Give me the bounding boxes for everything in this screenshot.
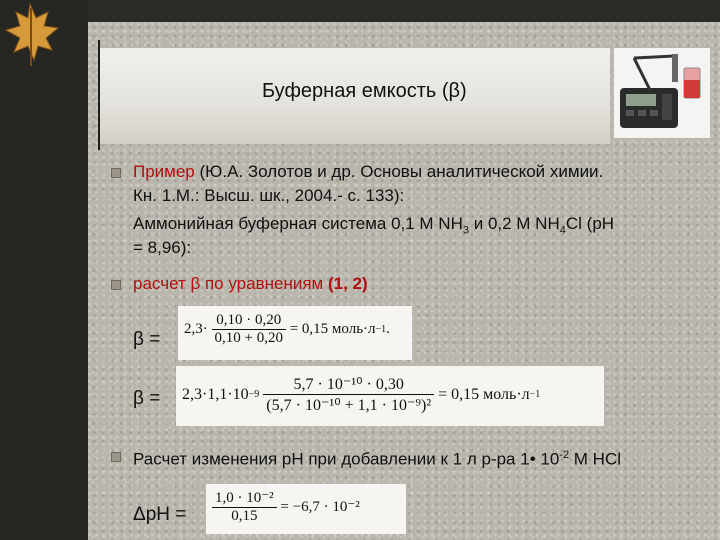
- example-citation: (Ю.А. Золотов и др. Основы аналитической химии.: [194, 162, 604, 181]
- ph-change-tail: M HCl: [569, 449, 622, 469]
- f1-result-sup: −1: [375, 324, 387, 335]
- example-line-2: Кн. 1.М.: Высш. шк., 2004.- с. 133):: [133, 186, 405, 205]
- ph-change-sup: -2: [559, 449, 570, 461]
- f2-numerator: 5,7 · 10⁻¹⁰ · 0,30: [263, 374, 434, 395]
- f1-coef: 2,3·: [184, 321, 208, 337]
- subscript: 3: [462, 224, 469, 237]
- f2-coef-sup: −9: [248, 389, 260, 400]
- beta-calc-text: расчет β по уравнениям: [133, 274, 328, 293]
- formula-1: [178, 306, 412, 360]
- left-strip: [0, 0, 88, 540]
- f1-denominator: 0,10 + 0,20: [214, 330, 283, 346]
- beta-label-2: β =: [133, 388, 161, 409]
- f3-result: = −6,7 · 10⁻²: [280, 499, 360, 515]
- beta-calc-line: [133, 272, 368, 295]
- ammonium-text-end: Cl (pH: [565, 214, 615, 233]
- title-divider: [98, 40, 100, 150]
- ph-change-line: [133, 444, 621, 471]
- delta-ph-label: ΔpH =: [133, 504, 187, 525]
- ph-meter-image: [614, 48, 710, 138]
- example-keyword: Пример: [133, 162, 195, 181]
- beta-label-1: β =: [133, 329, 161, 350]
- formula-3: [206, 484, 406, 534]
- bullet-marker: [111, 168, 121, 178]
- f2-denominator: (5,7 · 10⁻¹⁰ + 1,1 · 10⁻⁹)²: [266, 397, 432, 414]
- f2-result-sup: −1: [529, 389, 541, 400]
- maple-leaf-icon: [0, 0, 62, 70]
- ammonium-text: Аммонийная буферная система 0,1 М NH: [133, 214, 463, 233]
- f2-coef: 2,3·1,1·10: [182, 385, 249, 403]
- f1-tail: .: [386, 321, 390, 337]
- example-line-3: [133, 212, 614, 242]
- example-line-1: [133, 160, 603, 183]
- ph-change-text: Расчет изменения pH при добавлении к 1 л р-ра 1• 10: [133, 449, 560, 469]
- bullet-marker: [111, 280, 121, 290]
- f1-numerator: 0,10 · 0,20: [212, 312, 286, 330]
- f2-result: = 0,15 моль·л: [438, 385, 530, 403]
- f3-numerator: 1,0 · 10⁻²: [212, 488, 277, 508]
- f1-result: = 0,15 моль·л: [289, 321, 376, 337]
- f3-denominator: 0,15: [231, 508, 258, 524]
- equation-refs: (1, 2): [327, 274, 368, 293]
- example-line-4: = 8,96):: [133, 238, 192, 257]
- slide-title: Буферная емкость (β): [262, 80, 467, 102]
- ph-meter-icon: [614, 48, 710, 138]
- bullet-marker: [111, 452, 121, 462]
- formula-2: [176, 366, 604, 426]
- subscript: 4: [559, 224, 566, 237]
- ammonium-text-mid: и 0,2 М NH: [469, 214, 560, 233]
